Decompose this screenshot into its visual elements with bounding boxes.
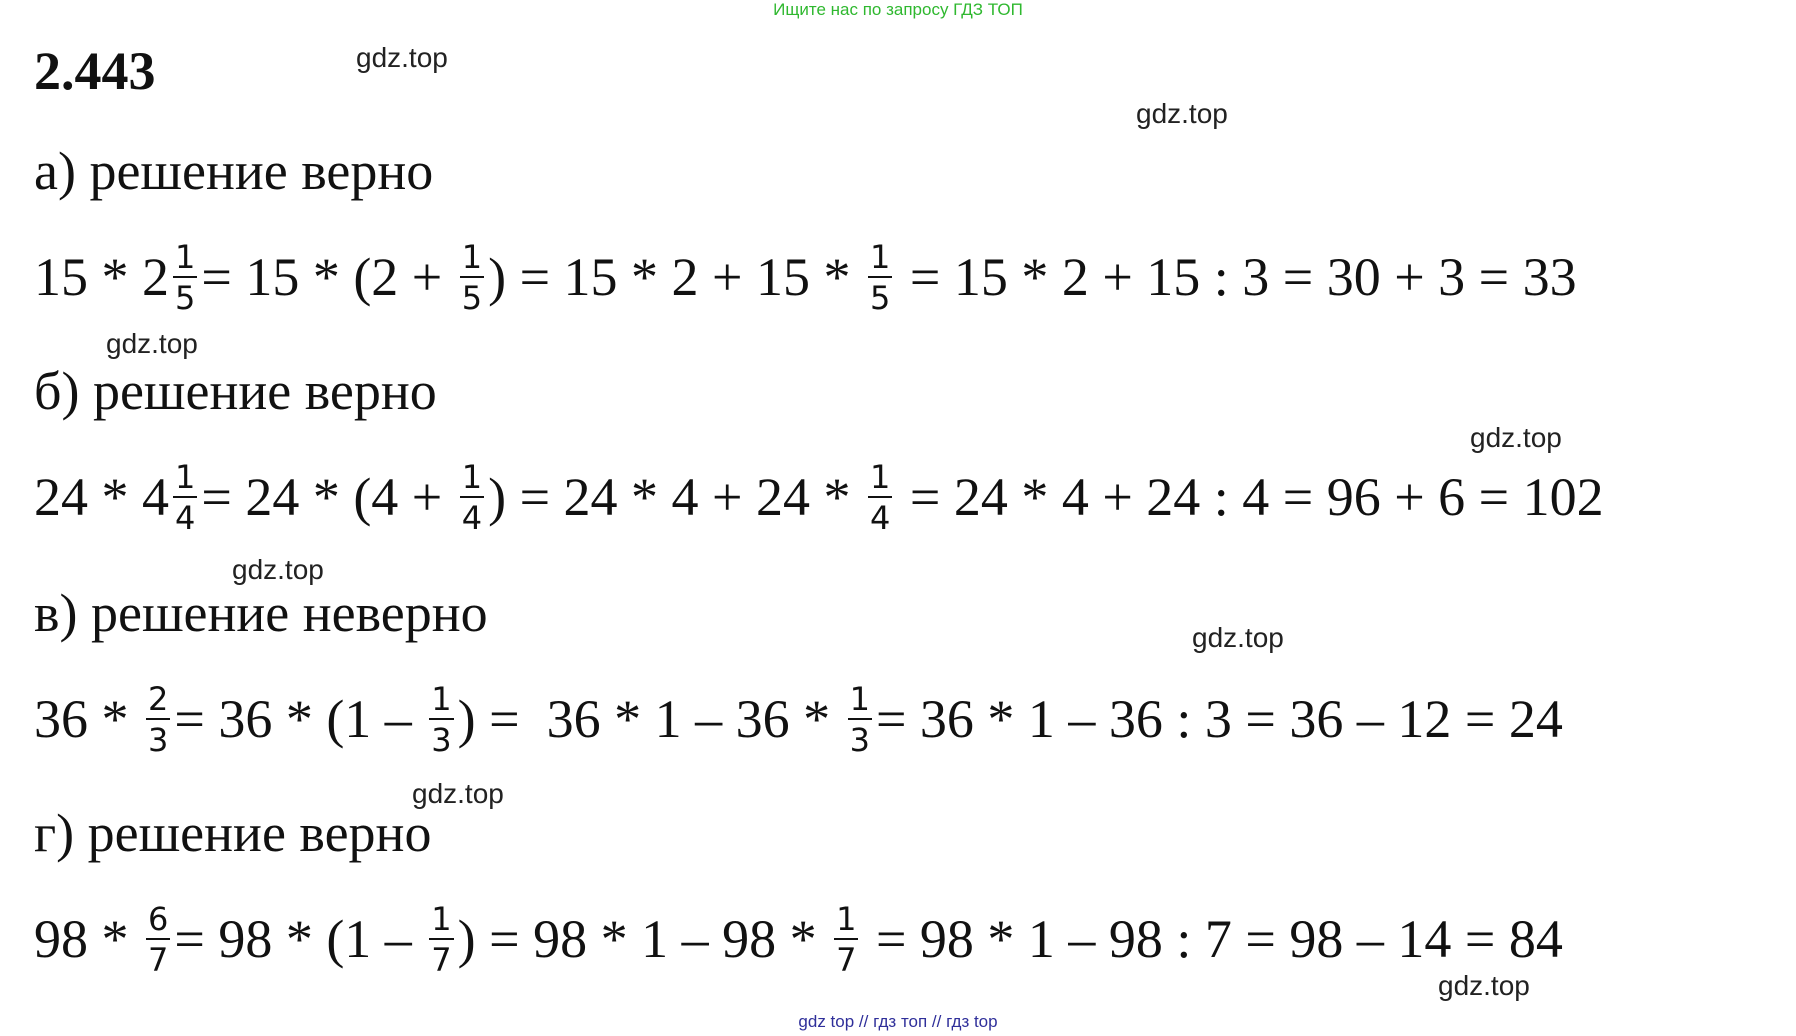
fraction-denominator: 4 — [870, 498, 891, 537]
equation-text: ) = 36 * 1 – 36 * — [457, 689, 844, 749]
fraction-denominator: 4 — [461, 498, 483, 537]
watermark: gdz.top — [106, 328, 198, 359]
watermark: gdz.top — [1136, 98, 1228, 129]
watermark: gdz.top — [412, 778, 504, 809]
part-v-equation — [34, 664, 1563, 774]
equation-text: = 24 * (4 + — [201, 467, 456, 527]
equation-text: = 36 * 1 – 36 : 3 = 36 – 12 = 24 — [875, 689, 1563, 749]
fraction — [173, 237, 197, 317]
part-b-heading: б) решение верно — [34, 361, 437, 421]
part-b-equation — [34, 442, 1604, 552]
equation-text: = 36 * (1 – — [174, 689, 426, 749]
fraction-numerator: 6 — [148, 899, 169, 938]
fraction-numerator: 1 — [870, 237, 891, 276]
fraction-numerator: 1 — [461, 237, 483, 276]
fraction-denominator: 4 — [175, 498, 196, 537]
equation-text: 98 * — [34, 909, 142, 969]
fraction — [460, 457, 484, 537]
part-v-heading: в) решение неверно — [34, 583, 488, 643]
equation-text: ) = 98 * 1 – 98 * — [457, 909, 831, 969]
fraction-numerator: 1 — [849, 679, 870, 718]
fraction — [868, 457, 892, 537]
fraction-numerator: 1 — [870, 457, 891, 496]
fraction-denominator: 7 — [148, 940, 169, 979]
equation-text: = 98 * 1 – 98 : 7 = 98 – 14 = 84 — [862, 909, 1563, 969]
equation-text: ) = 24 * 4 + 24 * — [488, 467, 864, 527]
fraction — [429, 679, 453, 759]
fraction — [146, 679, 170, 759]
part-g-heading: г) решение верно — [34, 803, 432, 863]
part-a-equation — [34, 222, 1577, 332]
fraction — [146, 899, 170, 979]
fraction-numerator: 1 — [836, 899, 857, 938]
equation-text: ) = 15 * 2 + 15 * — [488, 247, 864, 307]
fraction-denominator: 7 — [836, 940, 857, 979]
fraction-denominator: 5 — [870, 278, 891, 317]
part-g-equation — [34, 884, 1563, 994]
watermark: gdz.top — [1438, 970, 1530, 1001]
equation-text: 24 * 4 — [34, 467, 169, 527]
fraction-denominator: 3 — [148, 720, 169, 759]
watermark: gdz.top — [1192, 622, 1284, 653]
fraction-numerator: 1 — [431, 899, 452, 938]
fraction-denominator: 5 — [175, 278, 196, 317]
fraction-numerator: 2 — [148, 679, 169, 718]
equation-text: 15 * 2 — [34, 247, 169, 307]
problem-number: 2.443 — [34, 41, 156, 101]
fraction-denominator: 3 — [431, 720, 452, 759]
fraction — [848, 679, 872, 759]
fraction-denominator: 7 — [431, 940, 452, 979]
fraction-denominator: 5 — [461, 278, 483, 317]
equation-text: = 15 * (2 + — [201, 247, 456, 307]
top-banner: Ищите нас по запросу ГДЗ ТОП — [773, 0, 1023, 19]
equation-text: = 15 * 2 + 15 : 3 = 30 + 3 = 33 — [896, 247, 1577, 307]
fraction-numerator: 1 — [175, 237, 196, 276]
equation-text: = 98 * (1 – — [174, 909, 426, 969]
fraction — [868, 237, 892, 317]
footer-links: gdz top // гдз топ // гдз top — [798, 1012, 998, 1031]
watermark: gdz.top — [232, 554, 324, 585]
fraction-numerator: 1 — [431, 679, 452, 718]
watermark: gdz.top — [1470, 422, 1562, 453]
fraction — [173, 457, 197, 537]
watermark: gdz.top — [356, 42, 448, 73]
fraction-denominator: 3 — [849, 720, 870, 759]
fraction — [429, 899, 453, 979]
fraction — [460, 237, 484, 317]
fraction-numerator: 1 — [461, 457, 483, 496]
equation-text: = 24 * 4 + 24 : 4 = 96 + 6 = 102 — [896, 467, 1604, 527]
fraction-numerator: 1 — [175, 457, 196, 496]
fraction — [834, 899, 858, 979]
equation-text: 36 * — [34, 689, 142, 749]
part-a-heading: а) решение верно — [34, 141, 434, 201]
